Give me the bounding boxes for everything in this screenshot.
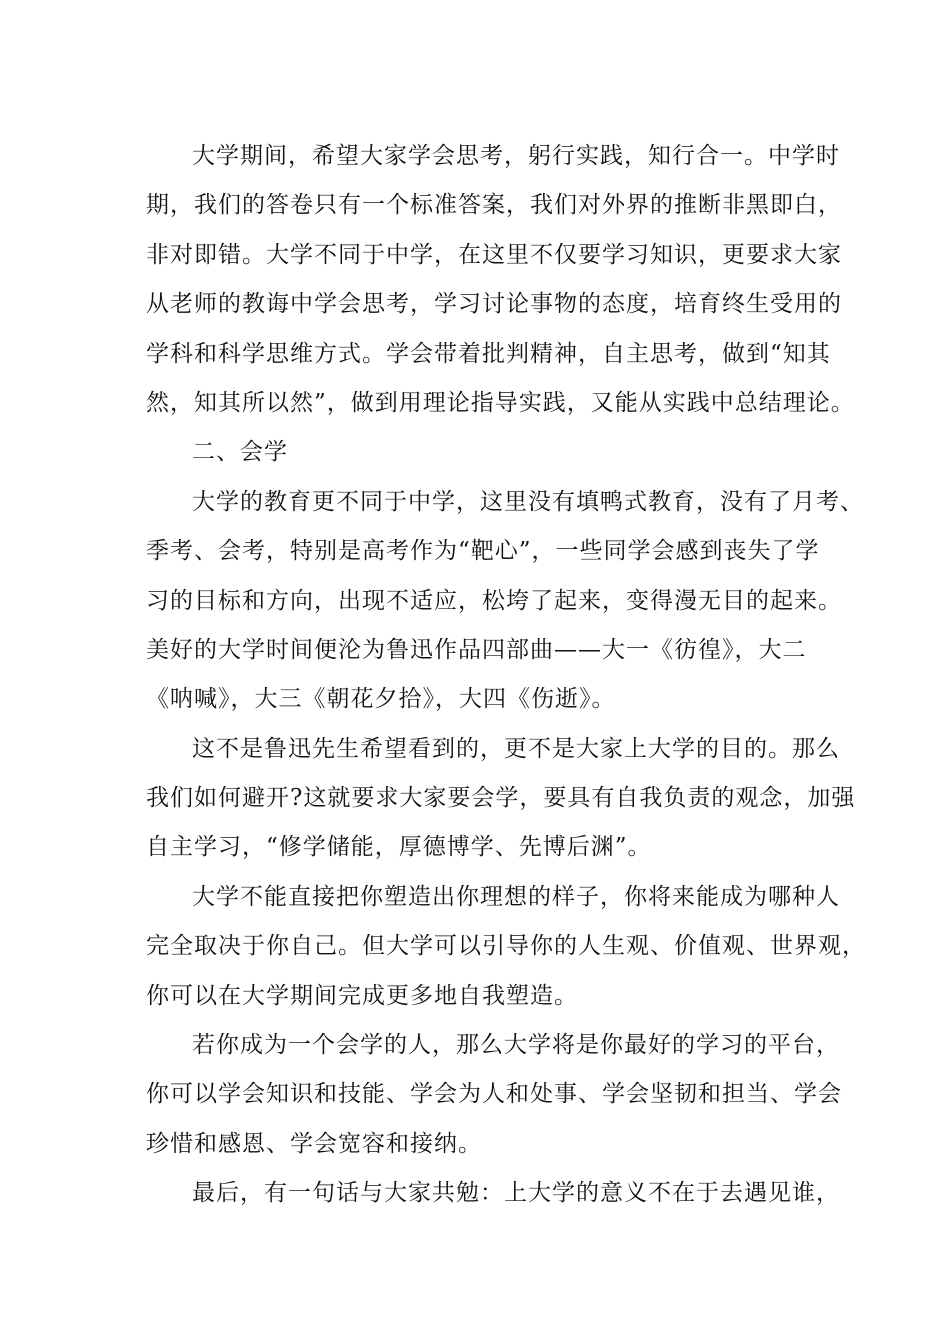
text-line: 大学不能直接把你塑造出你理想的样子，你将来能成为哪种人 (192, 883, 840, 910)
text-line: 大学期间，希望大家学会思考，躬行实践，知行合一。中学时 (192, 143, 840, 169)
text-line: 若你成为一个会学的人，那么大学将是你最好的学习的平台， (192, 1032, 840, 1059)
text-line: 这不是鲁迅先生希望看到的，更不是大家上大学的目的。那么 (192, 735, 840, 762)
text-line: 自主学习，“修学储能，厚德博学、先博后渊”。 (146, 834, 652, 861)
document-body-text (146, 132, 866, 1219)
text-line: 最后，有一句话与大家共勉：上大学的意义不在于去遇见谁， (192, 1180, 840, 1207)
text-line: 然，知其所以然”，做到用理论指导实践，又能从实践中总结理论。 (146, 389, 855, 416)
text-line: 完全取决于你自己。但大学可以引导你的人生观、价值观、世界观， (146, 933, 866, 960)
text-line: 美好的大学时间便沦为鲁迅作品四部曲——大一《彷徨》，大二 (146, 636, 807, 663)
text-line: 我们如何避开?这就要求大家要会学，要具有自我负责的观念，加强 (146, 785, 856, 812)
text-line: 季考、会考，特别是高考作为“靶心”，一些同学会感到丧失了学 (146, 538, 820, 565)
text-line: 习的目标和方向，出现不适应，松垮了起来，变得漫无目的起来。 (146, 587, 842, 614)
text-line: 二、会学 (192, 439, 288, 466)
text-line: 学科和科学思维方式。学会带着批判精神，自主思考，做到“知其 (146, 340, 831, 367)
text-line: 非对即错。大学不同于中学，在这里不仅要学习知识，更要求大家 (146, 241, 842, 268)
text-line: 期，我们的答卷只有一个标准答案，我们对外界的推断非黑即白， (146, 192, 842, 219)
text-line: 珍惜和感恩、学会宽容和接纳。 (146, 1130, 482, 1157)
text-line: 大学的教育更不同于中学，这里没有填鸭式教育，没有了月考、 (192, 488, 864, 515)
text-line: 你可以在大学期间完成更多地自我塑造。 (146, 982, 578, 1009)
text-line: 你可以学会知识和技能、学会为人和处事、学会坚韧和担当、学会 (146, 1081, 842, 1108)
text-line: 《呐喊》，大三《朝花夕拾》，大四《伤逝》。 (146, 686, 616, 713)
text-line: 从老师的教诲中学会思考，学习讨论事物的态度，培育终生受用的 (146, 291, 842, 318)
